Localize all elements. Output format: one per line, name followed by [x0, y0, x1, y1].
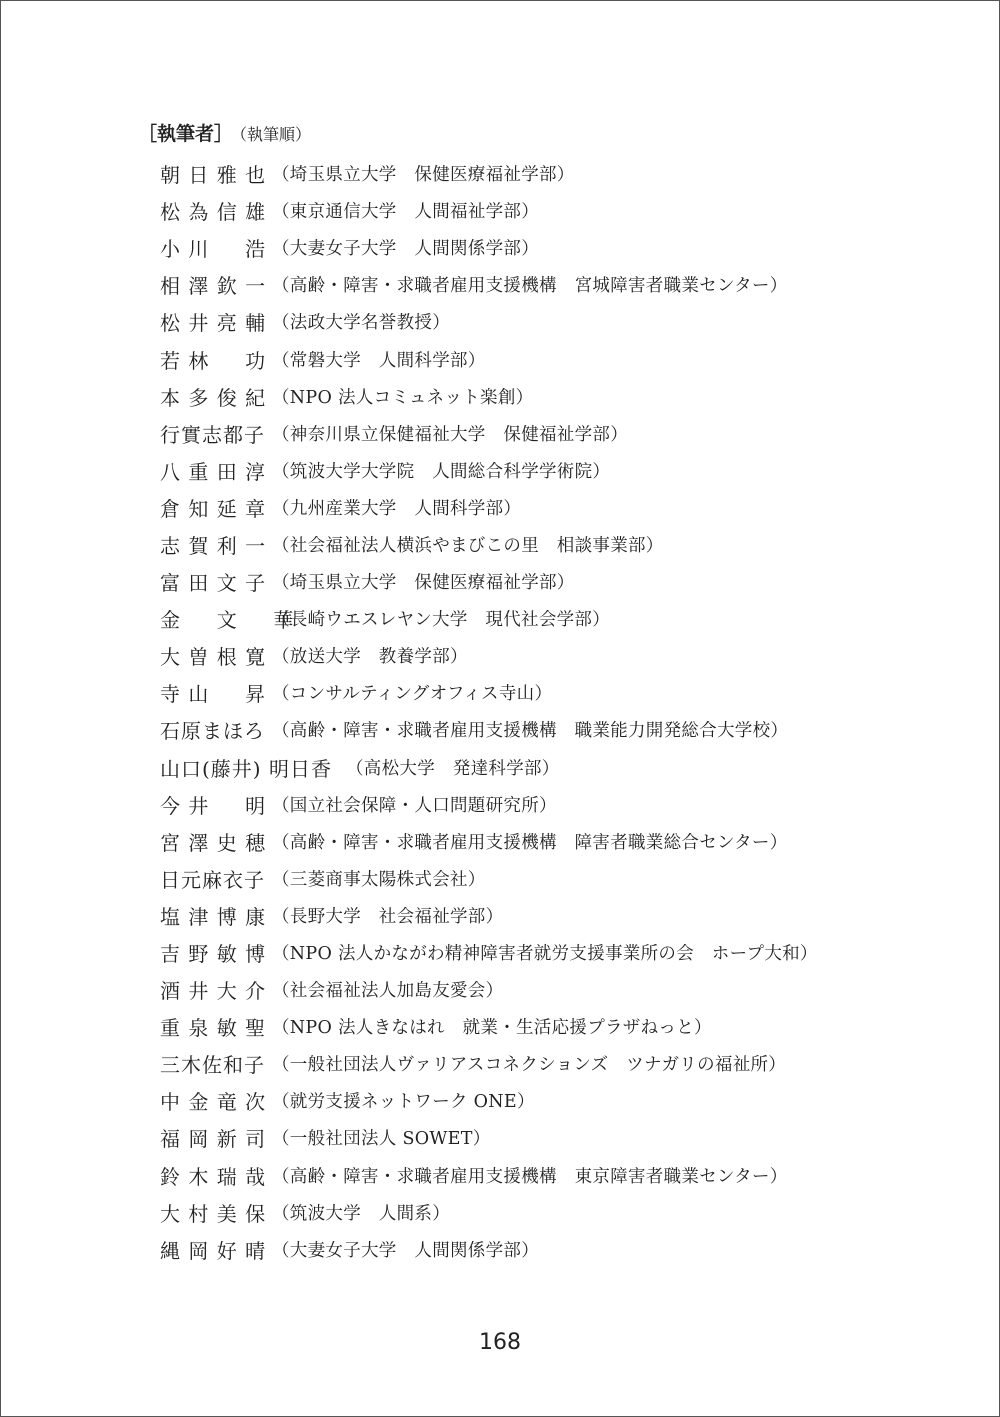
author-affiliation: （一般社団法人ヴァリアスコネクションズ ツナガリの福祉所） [272, 1055, 787, 1076]
author-list [160, 155, 818, 1268]
author-name: 若 林 功 [160, 348, 267, 373]
author-affiliation: （高齢・障害・求職者雇用支援機構 障害者職業総合センター） [272, 832, 788, 853]
author-entry [160, 749, 818, 786]
author-name: 鈴 木 瑞 哉 [160, 1164, 267, 1189]
author-affiliation: （一般社団法人 SOWET） [272, 1129, 491, 1150]
author-entry [160, 1157, 818, 1194]
author-affiliation: （コンサルティングオフィス寺山） [272, 684, 553, 705]
author-name: 酒 井 大 介 [160, 979, 267, 1004]
author-entry [160, 266, 818, 303]
author-entry [160, 563, 818, 600]
author-entry [160, 934, 818, 971]
author-affiliation: （東京通信大学 人間福祉学部） [272, 202, 539, 223]
author-affiliation: （筑波大学大学院 人間総合科学学術院） [272, 461, 611, 482]
author-affiliation: （高齢・障害・求職者雇用支援機構 職業能力開発総合大学校） [272, 721, 789, 742]
author-entry [160, 192, 818, 229]
author-affiliation: （NPO 法人コミュネット楽創） [272, 387, 534, 408]
author-name: 金 文 華 [160, 608, 295, 633]
author-affiliation: （埼玉県立大学 保健医療福祉学部） [272, 165, 575, 186]
author-entry [160, 860, 818, 897]
author-entry [160, 823, 818, 860]
author-affiliation: （神奈川県立保健福祉大学 保健福祉学部） [272, 424, 628, 445]
page-number: 168 [479, 1330, 521, 1355]
author-entry [160, 1008, 818, 1045]
author-name: 相 澤 欽 一 [160, 274, 267, 299]
author-name: 縄 岡 好 晴 [160, 1238, 267, 1263]
author-name: 志 賀 利 一 [160, 533, 267, 558]
author-name: 本 多 俊 紀 [160, 385, 267, 410]
author-affiliation: （埼玉県立大学 保健医療福祉学部） [272, 573, 575, 594]
author-entry [160, 786, 818, 823]
author-affiliation: （NPO 法人きなはれ 就業・生活応援プラザねっと） [272, 1018, 712, 1039]
author-name: 松 為 信 雄 [160, 200, 267, 225]
author-name: 八 重 田 淳 [160, 459, 267, 484]
author-affiliation: （就労支援ネットワーク ONE） [272, 1092, 535, 1113]
heading-order-note: （執筆順） [239, 125, 312, 144]
author-affiliation: （長崎ウエスレヤン大学 現代社会学部） [272, 610, 611, 631]
author-affiliation: （長野大学 社会福祉学部） [272, 906, 504, 927]
author-affiliation: （筑波大学 人間系） [272, 1203, 450, 1224]
author-entry [160, 637, 818, 674]
author-name: 倉 知 延 章 [160, 496, 267, 521]
author-name: 吉 野 敏 博 [160, 942, 267, 967]
author-affiliation: （九州産業大学 人間科学部） [272, 498, 522, 519]
author-entry [160, 229, 818, 266]
author-entry [160, 378, 818, 415]
author-entry [160, 415, 818, 452]
author-name: 日元麻衣子 [160, 867, 265, 892]
author-name: 宮 澤 史 穂 [160, 830, 267, 855]
author-affiliation: （法政大学名誉教授） [272, 313, 450, 334]
author-name: 朝 日 雅 也 [160, 163, 267, 188]
author-entry [160, 1194, 818, 1231]
author-name: 重 泉 敏 聖 [160, 1016, 267, 1041]
author-name: 石原まほろ [160, 719, 265, 744]
author-entry [160, 897, 818, 934]
author-name: 行實志都子 [160, 422, 265, 447]
author-name: 富 田 文 子 [160, 571, 267, 596]
author-entry [160, 971, 818, 1008]
author-name: 大 曽 根 寛 [160, 645, 267, 670]
author-entry [160, 1045, 818, 1082]
author-entry [160, 340, 818, 377]
author-name: 今 井 明 [160, 793, 267, 818]
author-affiliation: （国立社会保障・人口問題研究所） [272, 795, 557, 816]
author-affiliation: （高松大学 発達科学部） [346, 758, 560, 779]
author-affiliation: （大妻女子大学 人間関係学部） [272, 1240, 539, 1261]
author-affiliation: （社会福祉法人加島友愛会） [272, 981, 504, 1002]
author-entry [160, 526, 818, 563]
contributors-heading [138, 120, 311, 149]
author-affiliation: （社会福祉法人横浜やまびこの里 相談事業部） [272, 535, 664, 556]
author-name: 三木佐和子 [160, 1053, 265, 1078]
author-entry [160, 711, 818, 748]
author-name: 小 川 浩 [160, 237, 267, 262]
author-affiliation: （大妻女子大学 人間関係学部） [272, 239, 539, 260]
author-affiliation: （三菱商事太陽株式会社） [272, 869, 486, 890]
author-affiliation: （放送大学 教養学部） [272, 647, 468, 668]
author-entry [160, 155, 818, 192]
author-name: 福 岡 新 司 [160, 1127, 267, 1152]
author-name: 松 井 亮 輔 [160, 311, 267, 336]
author-entry [160, 1231, 818, 1268]
author-affiliation: （NPO 法人かながわ精神障害者就労支援事業所の会 ホープ大和） [272, 944, 818, 965]
author-entry [160, 674, 818, 711]
author-entry [160, 600, 818, 637]
author-affiliation: （高齢・障害・求職者雇用支援機構 東京障害者職業センター） [272, 1166, 788, 1187]
author-name: 塩 津 博 康 [160, 904, 267, 929]
heading-title: ［執筆者］ [138, 123, 234, 145]
author-name: 大 村 美 保 [160, 1201, 267, 1226]
author-name: 中 金 竜 次 [160, 1090, 267, 1115]
author-name: 寺 山 昇 [160, 682, 267, 707]
author-entry [160, 489, 818, 526]
author-entry [160, 303, 818, 340]
author-entry [160, 1082, 818, 1119]
author-affiliation: （常磐大学 人間科学部） [272, 350, 486, 371]
author-name: 山口(藤井) 明日香 [160, 756, 332, 781]
author-affiliation: （高齢・障害・求職者雇用支援機構 宮城障害者職業センター） [272, 276, 788, 297]
author-entry [160, 452, 818, 489]
author-entry [160, 1119, 818, 1156]
